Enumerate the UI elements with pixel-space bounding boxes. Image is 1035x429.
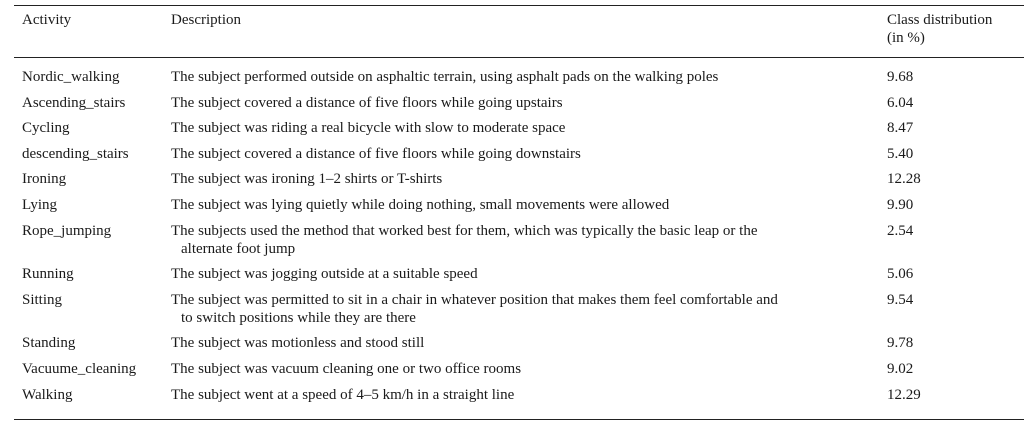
cell-description-line2: to switch positions while they are there [181,309,416,326]
cell-description [169,145,887,171]
cell-activity: Running [22,266,74,283]
cell-description [169,94,887,120]
header-description: Description [171,12,241,28]
cell-class-distribution: 2.54 [887,222,914,239]
header-class-distribution-line1: Class distribution [887,12,993,28]
table-row [14,145,1024,171]
cell-activity: descending_stairs [22,145,129,162]
cell-activity: Rope_jumping [22,222,112,239]
activity-table-container [14,5,1024,420]
cell-class-distribution: 9.54 [887,291,914,308]
cell-description-line1: The subject was motionless and stood still [171,335,425,352]
activity-table-body [14,58,1024,411]
cell-class-distribution: 9.02 [887,360,914,377]
table-row [14,170,1024,196]
cell-description-line1: The subject performed outside on asphaltic terrain, using asphalt pads on the walking poles [171,69,719,85]
cell-description [169,196,887,222]
cell-description-line1: The subjects used the method that worked best for them, which was typically the basic leap or the [171,222,758,239]
cell-class-distribution: 9.68 [887,69,914,85]
table-row [14,196,1024,222]
cell-class-distribution: 5.40 [887,145,914,162]
table-row [14,119,1024,145]
cell-description-line1: The subject was lying quietly while doing nothing, small movements were allowed [171,196,670,213]
cell-class-distribution: 12.28 [887,171,921,188]
cell-description-line1: The subject was vacuum cleaning one or two office rooms [171,360,522,377]
cell-activity: Standing [22,335,76,352]
cell-activity: Ironing [22,171,67,188]
header-row [14,6,1024,47]
cell-class-distribution: 9.78 [887,335,914,352]
cell-description [169,360,887,386]
cell-description-line1: The subject covered a distance of five floors while going upstairs [171,94,563,111]
header-class-distribution-line2: (in %) [887,30,925,46]
table-body [14,58,1024,411]
header-class-distribution [887,6,1024,47]
table-row [14,265,1024,291]
table-row [14,386,1024,412]
activity-table [14,6,1024,47]
header-activity: Activity [22,12,72,28]
table-row [14,222,1024,266]
cell-description-line1: The subject went at a speed of 4–5 km/h in a straight line [171,386,515,403]
cell-class-distribution: 12.29 [887,386,921,403]
cell-activity: Sitting [22,291,63,308]
cell-description [169,265,887,291]
cell-activity: Nordic_walking [22,69,120,85]
cell-description-line1: The subject was jogging outside at a suitable speed [171,266,478,283]
cell-activity: Cycling [22,120,70,137]
cell-description-line1: The subject covered a distance of five floors while going downstairs [171,145,581,162]
table-row [14,291,1024,335]
cell-description [169,170,887,196]
cell-description [169,291,887,335]
table-header [14,6,1024,47]
cell-activity: Ascending_stairs [22,94,126,111]
table-row [14,94,1024,120]
table-row [14,360,1024,386]
cell-description-line1: The subject was riding a real bicycle with slow to moderate space [171,120,566,137]
cell-activity: Vacuume_cleaning [22,360,137,377]
table-row [14,334,1024,360]
cell-description [169,58,887,94]
table-row [14,58,1024,94]
cell-class-distribution: 6.04 [887,94,914,111]
cell-description [169,222,887,266]
cell-description-line2: alternate foot jump [181,240,296,257]
cell-description-line1: The subject was permitted to sit in a chair in whatever position that makes them feel comfortable and [171,291,778,308]
cell-class-distribution: 5.06 [887,266,914,283]
cell-activity: Walking [22,386,73,403]
cell-class-distribution: 8.47 [887,120,914,137]
cell-class-distribution: 9.90 [887,196,914,213]
cell-activity: Lying [22,196,58,213]
table-bottom-rule [14,419,1024,420]
cell-description [169,386,887,412]
cell-description [169,334,887,360]
cell-description-line1: The subject was ironing 1–2 shirts or T-shirts [171,171,443,188]
cell-description [169,119,887,145]
